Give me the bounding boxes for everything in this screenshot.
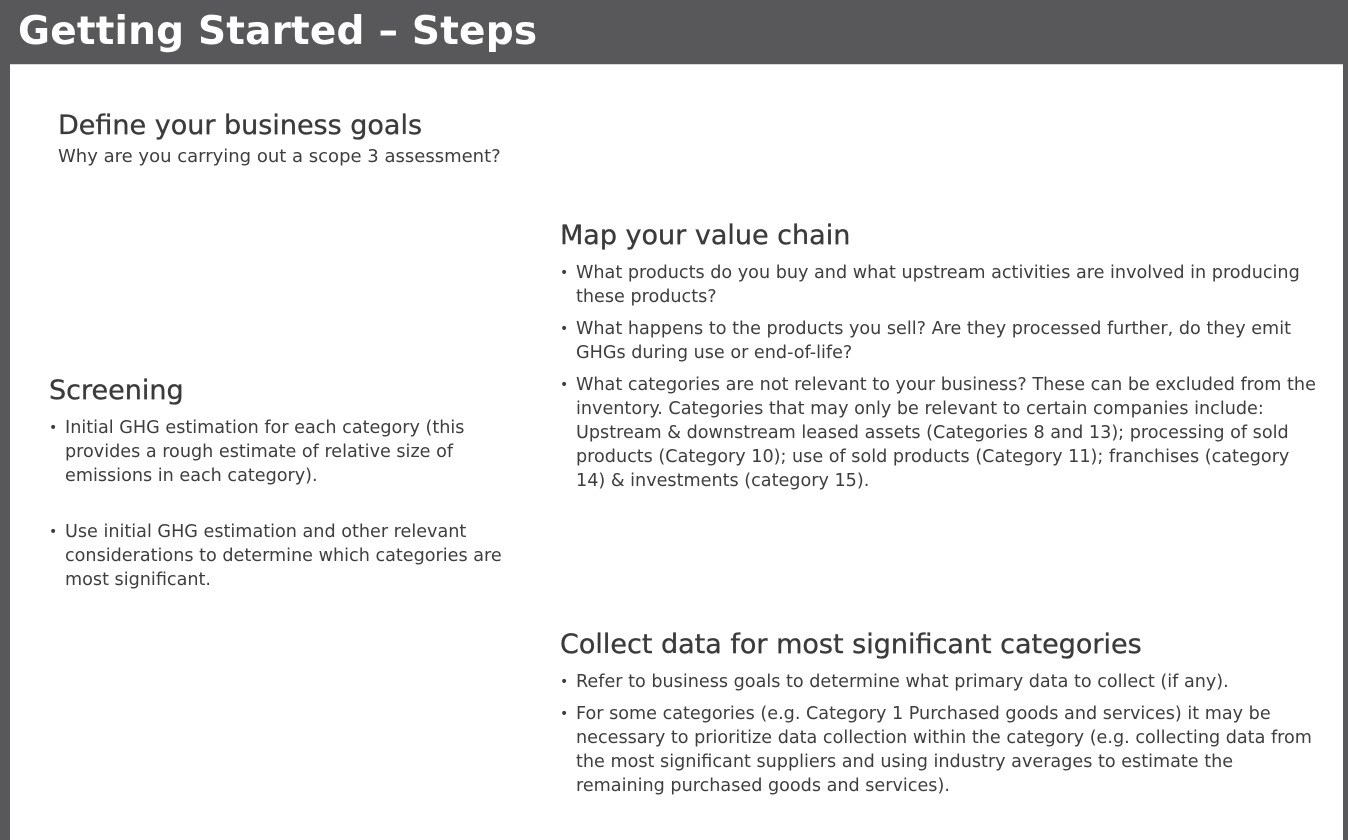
list-item-text: Use initial GHG estimation and other relevant considerations to determine which categories are most significant.	[65, 522, 502, 590]
list-item-text: For some categories (e.g. Category 1 Purchased goods and services) it may be necessary to prioritize data collection within the category (e.g. collecting data from the most significant suppliers and using industry averages to estimate the remaining purchased goods and services).	[576, 704, 1312, 796]
list-item	[560, 373, 1320, 493]
bullet-icon: •	[49, 524, 58, 540]
list-item	[560, 317, 1320, 365]
section-value-chain	[560, 219, 1320, 493]
business-goals-heading: Define your business goals	[58, 110, 423, 141]
bullet-icon: •	[560, 321, 569, 337]
slide-title: Getting Started – Steps	[18, 9, 538, 54]
bullet-icon: •	[560, 706, 569, 722]
list-item-text: Initial GHG estimation for each category (this provides a rough estimate of relative size of emissions in each category).	[65, 418, 465, 486]
bullet-icon: •	[560, 674, 569, 690]
list-item-text: What categories are not relevant to your business? These can be excluded from the inventory. Categories that may only be relevant to certain companies include: Upstream & downstream leased assets (Categories 8 and 13); processing of sold products (Category 10); use of sold products (Category 11); franchises (category 14) & investments (category 15).	[576, 375, 1316, 491]
list-item	[49, 520, 509, 592]
business-goals-subtitle: Why are you carrying out a scope 3 assessment?	[58, 146, 501, 167]
section-business-goals	[58, 109, 658, 169]
value-chain-list	[560, 261, 1320, 493]
list-item-text: What happens to the products you sell? Are they processed further, do they emit GHGs during use or end-of-life?	[576, 319, 1291, 363]
list-item	[560, 261, 1320, 309]
title-bar	[0, 0, 1348, 64]
list-item	[560, 702, 1320, 798]
list-item-text: What products do you buy and what upstream activities are involved in producing these products?	[576, 263, 1300, 307]
list-item	[49, 416, 509, 488]
bullet-icon: •	[49, 420, 58, 436]
bullet-icon: •	[560, 377, 569, 393]
content-panel	[10, 64, 1343, 840]
bullet-icon: •	[560, 265, 569, 281]
collect-data-heading: Collect data for most significant categories	[560, 629, 1142, 660]
section-screening	[49, 374, 509, 592]
screening-list	[49, 416, 509, 592]
value-chain-heading: Map your value chain	[560, 220, 851, 251]
list-item	[560, 670, 1320, 694]
screening-heading: Screening	[49, 375, 184, 406]
collect-data-list	[560, 670, 1320, 798]
list-item-text: Refer to business goals to determine what primary data to collect (if any).	[576, 672, 1229, 692]
section-collect-data	[560, 628, 1320, 798]
